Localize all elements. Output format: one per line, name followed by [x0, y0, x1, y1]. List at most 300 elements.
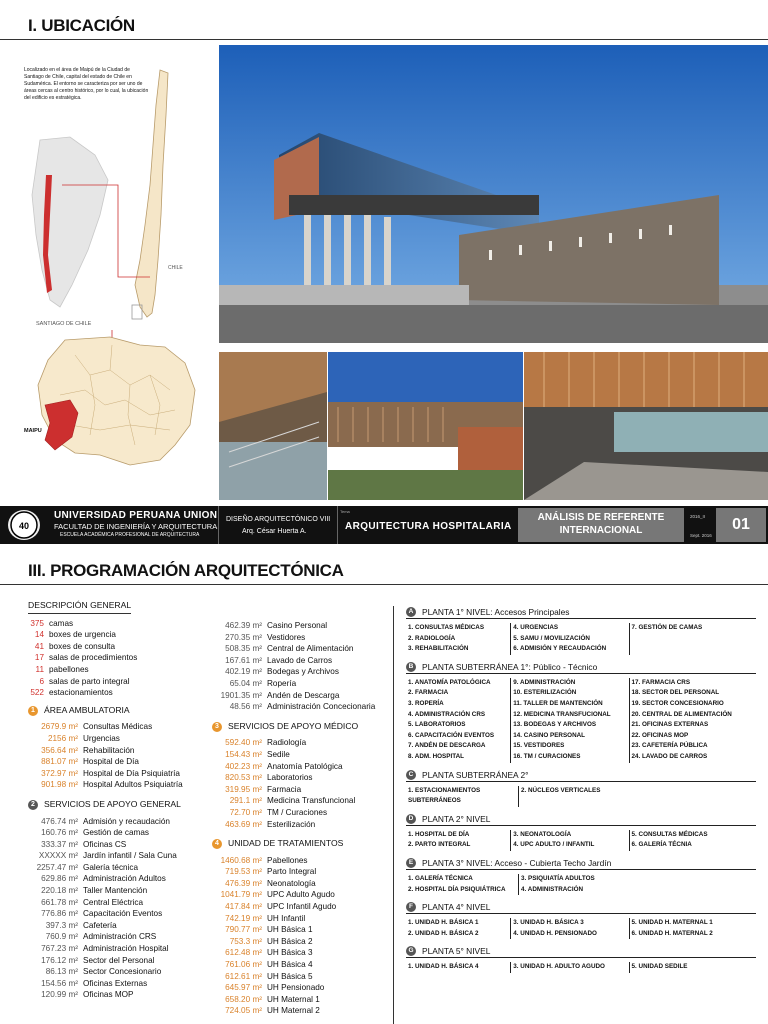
hero-building-photo: [219, 45, 768, 343]
area-row: [212, 936, 392, 948]
planta-item: 1. HOSPITAL DE DÍA: [408, 830, 470, 838]
area-row: [212, 737, 392, 749]
area-label: Administración Adultos: [83, 874, 166, 884]
area-value: 658.20 m²: [225, 994, 262, 1004]
area-row: [212, 855, 392, 867]
planta-column: [518, 786, 645, 807]
planta-column: [406, 678, 510, 763]
label-chile: CHILE: [168, 265, 183, 271]
tratamientos-list: [212, 855, 392, 1017]
area-row: [28, 862, 208, 874]
area-row: [212, 947, 392, 959]
area-label: UH Básica 2: [267, 936, 313, 946]
planta-column: [629, 830, 756, 851]
planta-heading: [406, 606, 756, 619]
area-value: 592.40 m²: [225, 738, 262, 748]
ambulatoria-heading: [28, 705, 208, 717]
planta-column: [629, 623, 756, 655]
planta-block: [406, 857, 756, 895]
area-label: Central de Alimentación: [267, 644, 354, 654]
area-row: [28, 943, 208, 955]
area-row: [28, 931, 208, 943]
area-label: UH Básica 1: [267, 925, 313, 935]
area-label: Radiología: [267, 738, 307, 748]
planta-item: 7. GESTIÓN DE CAMAS: [631, 624, 703, 631]
planta-column: [518, 874, 645, 895]
planta-item: 19. SECTOR CONCESIONARIO: [631, 699, 724, 707]
area-row: [212, 666, 392, 678]
area-row: [28, 745, 208, 757]
area-row: [212, 620, 392, 632]
planta-item: 7. ANDÉN DE DESCARGA: [408, 742, 486, 750]
area-value: 291.1 m²: [229, 796, 262, 806]
area-row: [28, 768, 208, 780]
area-label: Cafetería: [83, 920, 117, 930]
planta-item: 16. TM / CURACIONES: [513, 752, 581, 760]
planta-item: 3. UNIDAD H. ADULTO AGUDO: [513, 963, 605, 971]
area-row: [212, 701, 392, 713]
area-value: 1460.68 m²: [220, 855, 262, 865]
area-value: 476.39 m²: [225, 878, 262, 888]
location-map: [0, 45, 218, 500]
planta-item: 1. GALERÍA TÉCNICA: [408, 874, 473, 882]
area-value: 612.48 m²: [225, 948, 262, 958]
area-label: Ropería: [267, 678, 297, 688]
planta-item: 5. CONSULTAS MÉDICAS: [631, 830, 708, 838]
planta-item: 3. ROPERÍA: [408, 699, 444, 707]
planta-item: 6. UNIDAD H. MATERNAL 2: [631, 929, 713, 937]
general-label: estacionamientos: [49, 688, 113, 698]
column2-list: [212, 620, 392, 713]
planta-item: 2. PARTO INTEGRAL: [408, 841, 471, 849]
area-row: [212, 807, 392, 819]
map-note: Localizado en el área de Maipú de la Ciudad de Santiago de Chile, capital del estado de Chile en Sudamérica. El entorno se caracteriza por ser uno de áreas cercas al centro histórico, por lo cual, la ubicación del edificio es estratégica.: [24, 67, 149, 101]
area-value: 402.19 m²: [225, 667, 262, 677]
area-value: 760.9 m²: [45, 932, 78, 942]
photo-interior-3: [524, 352, 768, 500]
area-label: Galería técnica: [83, 862, 139, 872]
tratamientos-heading: [212, 838, 392, 850]
planta-columns: [406, 958, 756, 973]
area-label: UH Básica 5: [267, 971, 313, 981]
planta-item: 2. UNIDAD H. BÁSICA 2: [408, 929, 479, 937]
planta-item: 4. URGENCIAS: [513, 624, 559, 631]
area-row: [212, 1005, 392, 1017]
area-value: 508.35 m²: [225, 644, 262, 654]
area-label: Central Eléctrica: [83, 897, 144, 907]
planta-title: PLANTA SUBTERRÁNEA 1°: Público - Técnico: [422, 661, 598, 672]
area-row: [28, 721, 208, 733]
area-value: 901.98 m²: [41, 780, 78, 790]
ambulatoria-title: ÁREA AMBULATORIA: [44, 704, 130, 715]
planta-heading: [406, 661, 756, 674]
area-value: 356.64 m²: [41, 745, 78, 755]
area-row: [28, 978, 208, 990]
apoyo-medico-heading: [212, 721, 392, 733]
area-label: Administración CRS: [83, 932, 157, 942]
apoyo-medico-title: SERVICIOS DE APOYO MÉDICO: [228, 720, 359, 731]
area-row: [28, 816, 208, 828]
area-label: Oficinas Externas: [83, 978, 148, 988]
general-row: [28, 618, 208, 630]
area-value: 86.13 m²: [45, 967, 78, 977]
planta-item: 1. UNIDAD H. BÁSICA 4: [408, 963, 479, 971]
area-value: 462.39 m²: [225, 621, 262, 630]
planta-column: [629, 678, 756, 763]
area-row: [212, 959, 392, 971]
area-label: UPC Adulto Agudo: [267, 890, 335, 900]
area-label: Oficinas CS: [83, 839, 127, 849]
planta-item: 4. UNIDAD H. PENSIONADO: [513, 929, 597, 937]
teacher-name: Arq. César Huerta A.: [242, 528, 307, 535]
badge-3: 3: [212, 722, 222, 732]
planta-item: 10. ESTERILIZACIÓN: [513, 689, 577, 697]
planta-item: 9. ADMINISTRACIÓN: [513, 678, 576, 686]
badge-2: 2: [28, 800, 38, 810]
area-label: Anatomía Patológica: [267, 761, 343, 771]
planta-item: 14. CASINO PERSONAL: [513, 731, 586, 739]
area-row: [212, 924, 392, 936]
area-label: UH Maternal 1: [267, 994, 320, 1004]
santiago-shape: [38, 337, 195, 465]
area-value: 154.43 m²: [225, 749, 262, 759]
area-row: [212, 994, 392, 1006]
planta-heading: [406, 857, 756, 870]
planta-block: [406, 606, 756, 655]
planta-item: 2. HOSPITAL DÍA PSIQUIÁTRICA: [408, 885, 506, 893]
area-value: XXXXX m²: [38, 851, 78, 861]
planta-item: 17. FARMACIA CRS: [631, 678, 691, 686]
planta-block: [406, 661, 756, 763]
school-name: ESCUELA ACADÉMICA PROFESIONAL DE ARQUITECTURA: [60, 532, 200, 538]
title-rule-2: [0, 584, 768, 585]
date-month: Sept. 2016: [690, 533, 712, 538]
apoyo-general-heading: [28, 799, 208, 811]
area-value: 724.05 m²: [225, 1006, 262, 1016]
planta-item: 4. ADMINISTRACIÓN CRS: [408, 710, 486, 718]
planta-item: 24. LAVADO DE CARROS: [631, 752, 708, 760]
area-label: Consultas Médicas: [83, 722, 153, 732]
area-row: [212, 982, 392, 994]
area-label: TM / Curaciones: [267, 807, 328, 817]
area-value: 742.19 m²: [225, 913, 262, 923]
svg-text:40: 40: [18, 521, 30, 531]
area-value: 72.70 m²: [229, 807, 262, 817]
area-row: [212, 901, 392, 913]
planta-heading: [406, 769, 756, 782]
planta-column: [406, 623, 510, 655]
course-name: DISEÑO ARQUITECTÓNICO VIII: [226, 516, 331, 523]
planta-badge: D: [406, 814, 416, 824]
analysis-line2: INTERNACIONAL: [559, 525, 643, 536]
planta-item: 5. SAMU / MOVILIZACIÓN: [513, 634, 590, 642]
apoyo-medico-list: [212, 737, 392, 830]
general-count: 375: [30, 618, 44, 628]
planta-title: PLANTA 1° NIVEL: Accesos Principales: [422, 607, 570, 617]
general-count: 522: [30, 688, 44, 698]
planta-item: 13. BODEGAS Y ARCHIVOS: [513, 721, 597, 729]
column-divider: [393, 606, 394, 1024]
area-row: [212, 971, 392, 983]
planta-item: 21. OFICINAS EXTERNAS: [631, 721, 709, 729]
planta-column: [629, 962, 756, 973]
analysis-line1: ANÁLISIS DE REFERENTE: [537, 512, 665, 523]
area-value: 48.56 m²: [229, 702, 262, 712]
planta-block: [406, 769, 756, 807]
area-value: 629.86 m²: [41, 874, 78, 884]
planta-title: PLANTA 2° NIVEL: [422, 813, 491, 824]
planta-column: [406, 918, 510, 939]
date-term: 2016_II: [690, 514, 706, 519]
area-row: [28, 885, 208, 897]
area-value: 719.53 m²: [225, 867, 262, 877]
area-value: 372.97 m²: [41, 768, 78, 778]
general-label: boxes de consulta: [49, 641, 115, 651]
planta-item: 3. PSIQUIATÍA ADULTOS: [521, 874, 595, 882]
planta-heading: [406, 901, 756, 914]
planta-item: 5. LABORATORIOS: [408, 721, 466, 729]
planta-columns: [406, 870, 756, 895]
badge-1: 1: [28, 706, 38, 716]
general-label: pabellones: [49, 664, 89, 674]
area-value: 776.86 m²: [41, 909, 78, 919]
area-row: [212, 878, 392, 890]
area-row: [212, 643, 392, 655]
theme-label: Tema: [340, 509, 350, 514]
planta-item: 1. CONSULTAS MÉDICAS: [408, 624, 485, 631]
area-value: 402.23 m²: [225, 761, 262, 771]
area-label: Urgencias: [83, 733, 120, 743]
title-block: [0, 506, 768, 544]
planta-badge: F: [406, 902, 416, 912]
area-label: Sector Concesionario: [83, 967, 162, 977]
area-label: Rehabilitación: [83, 745, 135, 755]
chile-shape: [135, 70, 168, 317]
planta-item: 6. ADMISIÓN Y RECAUDACIÓN: [513, 645, 607, 653]
planta-item: 23. CAFETERÍA PÚBLICA: [631, 742, 708, 750]
area-label: Laboratorios: [267, 773, 313, 783]
planta-item: 22. OFICINAS MOP: [631, 731, 689, 739]
area-row: [212, 655, 392, 667]
planta-column: [510, 830, 628, 851]
general-count: 14: [34, 630, 44, 640]
label-maipu: MAIPU: [24, 428, 42, 434]
area-label: UH Básica 4: [267, 960, 313, 970]
planta-item: 2. FARMACIA: [408, 689, 449, 697]
area-row: [212, 678, 392, 690]
planta-item: 11. TALLER DE MANTENCIÓN: [513, 699, 603, 707]
plantas-list: [406, 606, 756, 979]
area-value: 154.56 m²: [41, 978, 78, 988]
planta-title: PLANTA 4° NIVEL: [422, 902, 491, 913]
area-row: [212, 795, 392, 807]
area-value: 333.37 m²: [41, 839, 78, 849]
area-value: 645.97 m²: [225, 983, 262, 993]
area-label: Parto Integral: [267, 867, 317, 877]
south-america-shape: [32, 137, 108, 307]
planta-item: 6. GALERÍA TÉCNIA: [631, 841, 692, 849]
planta-column: [406, 786, 518, 807]
area-label: Sector del Personal: [83, 955, 155, 965]
planta-title: PLANTA 3° NIVEL: Acceso - Cubierta Techo Jardín: [422, 857, 612, 868]
area-value: 753.3 m²: [229, 936, 262, 946]
area-value: 65.04 m²: [229, 678, 262, 688]
area-label: Farmacia: [267, 784, 302, 794]
title-rule: [0, 39, 768, 40]
area-value: 767.23 m²: [41, 944, 78, 954]
area-row: [28, 966, 208, 978]
area-row: [212, 772, 392, 784]
area-row: [212, 690, 392, 702]
area-value: 2257.47 m²: [36, 862, 78, 872]
area-row: [28, 955, 208, 967]
general-label: salas de parto integral: [49, 676, 130, 686]
photo-interior-1: [219, 352, 327, 500]
area-row: [28, 920, 208, 932]
area-row: [212, 761, 392, 773]
area-row: [212, 819, 392, 831]
planta-item: 15. VESTIDORES: [513, 742, 565, 750]
planta-column: [406, 830, 510, 851]
area-value: 1041.79 m²: [220, 890, 262, 900]
area-value: 2679.9 m²: [41, 722, 78, 732]
area-label: UH Infantil: [267, 913, 306, 923]
area-label: Pabellones: [267, 855, 308, 865]
section-title-ubicacion: I. UBICACIÓN: [28, 16, 135, 35]
area-label: Hospital Adultos Psiquiatría: [83, 780, 183, 790]
planta-columns: [406, 674, 756, 763]
area-label: UH Pensionado: [267, 983, 325, 993]
area-label: Taller Mantención: [83, 886, 148, 896]
planta-column: [406, 962, 510, 973]
area-label: Gestión de camas: [83, 828, 149, 838]
theme-title: ARQUITECTURA HOSPITALARIA: [345, 521, 512, 532]
area-value: 397.3 m²: [45, 920, 78, 930]
planta-item: 12. MEDICINA TRANSFUCIONAL: [513, 710, 611, 718]
area-value: 220.18 m²: [41, 886, 78, 896]
planta-item: 4. ADMINISTRACIÓN: [521, 885, 584, 893]
general-row: [28, 676, 208, 688]
area-row: [28, 873, 208, 885]
planta-item: 3. REHABILITACIÓN: [408, 645, 469, 653]
general-count: 17: [34, 653, 44, 663]
planta-heading: [406, 813, 756, 826]
planta-columns: [406, 826, 756, 851]
planta-item: 8. ADM. HOSPITAL: [408, 752, 464, 760]
planta-item: 18. SECTOR DEL PERSONAL: [631, 689, 720, 697]
area-value: 176.12 m²: [41, 955, 78, 965]
area-label: Lavado de Carros: [267, 655, 333, 665]
photo-exterior-2: [328, 352, 523, 500]
area-value: 2156 m²: [47, 733, 78, 743]
planta-block: [406, 901, 756, 939]
area-value: 160.76 m²: [41, 828, 78, 838]
faculty-name: FACULTAD DE INGENIERÍA Y ARQUITECTURA: [54, 522, 218, 531]
planta-column: [510, 918, 628, 939]
area-value: 820.53 m²: [225, 773, 262, 783]
planta-badge: G: [406, 946, 416, 956]
area-label: Admisión y recaudación: [83, 816, 170, 826]
area-row: [212, 749, 392, 761]
section-title-programacion: III. PROGRAMACIÓN ARQUITECTÓNICA: [28, 561, 344, 580]
area-value: 120.99 m²: [41, 990, 78, 1000]
area-value: 417.84 m²: [225, 902, 262, 912]
area-row: [28, 827, 208, 839]
area-row: [28, 733, 208, 745]
area-label: UH Básica 3: [267, 948, 313, 958]
planta-item: 1. ESTACIONAMIENTOS SUBTERRÁNEOS: [408, 786, 481, 805]
planta-item: 20. CENTRAL DE ALIMENTACIÓN: [631, 710, 732, 718]
area-row: [28, 908, 208, 920]
area-row: [212, 784, 392, 796]
planta-item: 5. UNIDAD H. MATERNAL 1: [631, 919, 713, 927]
area-row: [28, 989, 208, 1001]
general-row: [28, 687, 208, 699]
area-label: UH Maternal 2: [267, 1006, 320, 1016]
planta-title: PLANTA 5° NIVEL: [422, 946, 491, 957]
planta-badge: E: [406, 858, 416, 868]
label-santiago: SANTIAGO DE CHILE: [36, 321, 92, 327]
general-list: [28, 618, 208, 699]
planta-column: [510, 678, 628, 763]
planta-block: [406, 945, 756, 973]
planta-block: [406, 813, 756, 851]
general-label: camas: [49, 618, 74, 628]
area-row: [28, 850, 208, 862]
apoyo-general-title: SERVICIOS DE APOYO GENERAL: [44, 798, 181, 809]
planta-badge: B: [406, 662, 416, 672]
general-heading: DESCRIPCIÓN GENERAL: [28, 600, 131, 614]
general-row: [28, 629, 208, 641]
area-label: Capacitación Eventos: [83, 909, 163, 919]
university-name: UNIVERSIDAD PERUANA UNION: [54, 510, 218, 521]
planta-column: [629, 918, 756, 939]
area-label: Casino Personal: [267, 621, 328, 630]
ambulatoria-list: [28, 721, 208, 791]
planta-item: 6. CAPACITACIÓN EVENTOS: [408, 731, 495, 739]
area-value: 661.78 m²: [41, 897, 78, 907]
planta-item: 4. UPC ADULTO / INFANTIL: [513, 841, 595, 849]
planta-heading: [406, 945, 756, 958]
area-value: 476.74 m²: [41, 816, 78, 826]
planta-item: 1. UNIDAD H. BÁSICA 1: [408, 919, 479, 927]
area-value: 790.77 m²: [225, 925, 262, 935]
area-value: 881.07 m²: [41, 757, 78, 767]
university-logo: [8, 510, 40, 540]
planta-item: 5. UNIDAD SEDILE: [631, 963, 688, 971]
planta-item: 1. ANATOMÍA PATOLÓGICA: [408, 678, 491, 686]
area-label: Oficinas MOP: [83, 990, 134, 1000]
planta-badge: C: [406, 770, 416, 780]
area-row: [212, 913, 392, 925]
area-label: Hospital de Día Psiquiatría: [83, 768, 180, 778]
planta-title: PLANTA SUBTERRÁNEA 2°: [422, 769, 529, 780]
area-label: UPC Infantil Agudo: [267, 902, 337, 912]
general-label: salas de procedimientos: [49, 653, 138, 663]
planta-badge: A: [406, 607, 416, 617]
planta-column: [406, 874, 518, 895]
planta-column: [510, 623, 628, 655]
planta-column: [510, 962, 628, 973]
area-row: [28, 897, 208, 909]
area-value: 167.61 m²: [225, 655, 262, 665]
general-count: 41: [34, 641, 44, 651]
badge-4: 4: [212, 839, 222, 849]
apoyo-general-list: [28, 816, 208, 1002]
tratamientos-title: UNIDAD DE TRATAMIENTOS: [228, 838, 344, 849]
planta-columns: [406, 914, 756, 939]
area-row: [28, 779, 208, 791]
